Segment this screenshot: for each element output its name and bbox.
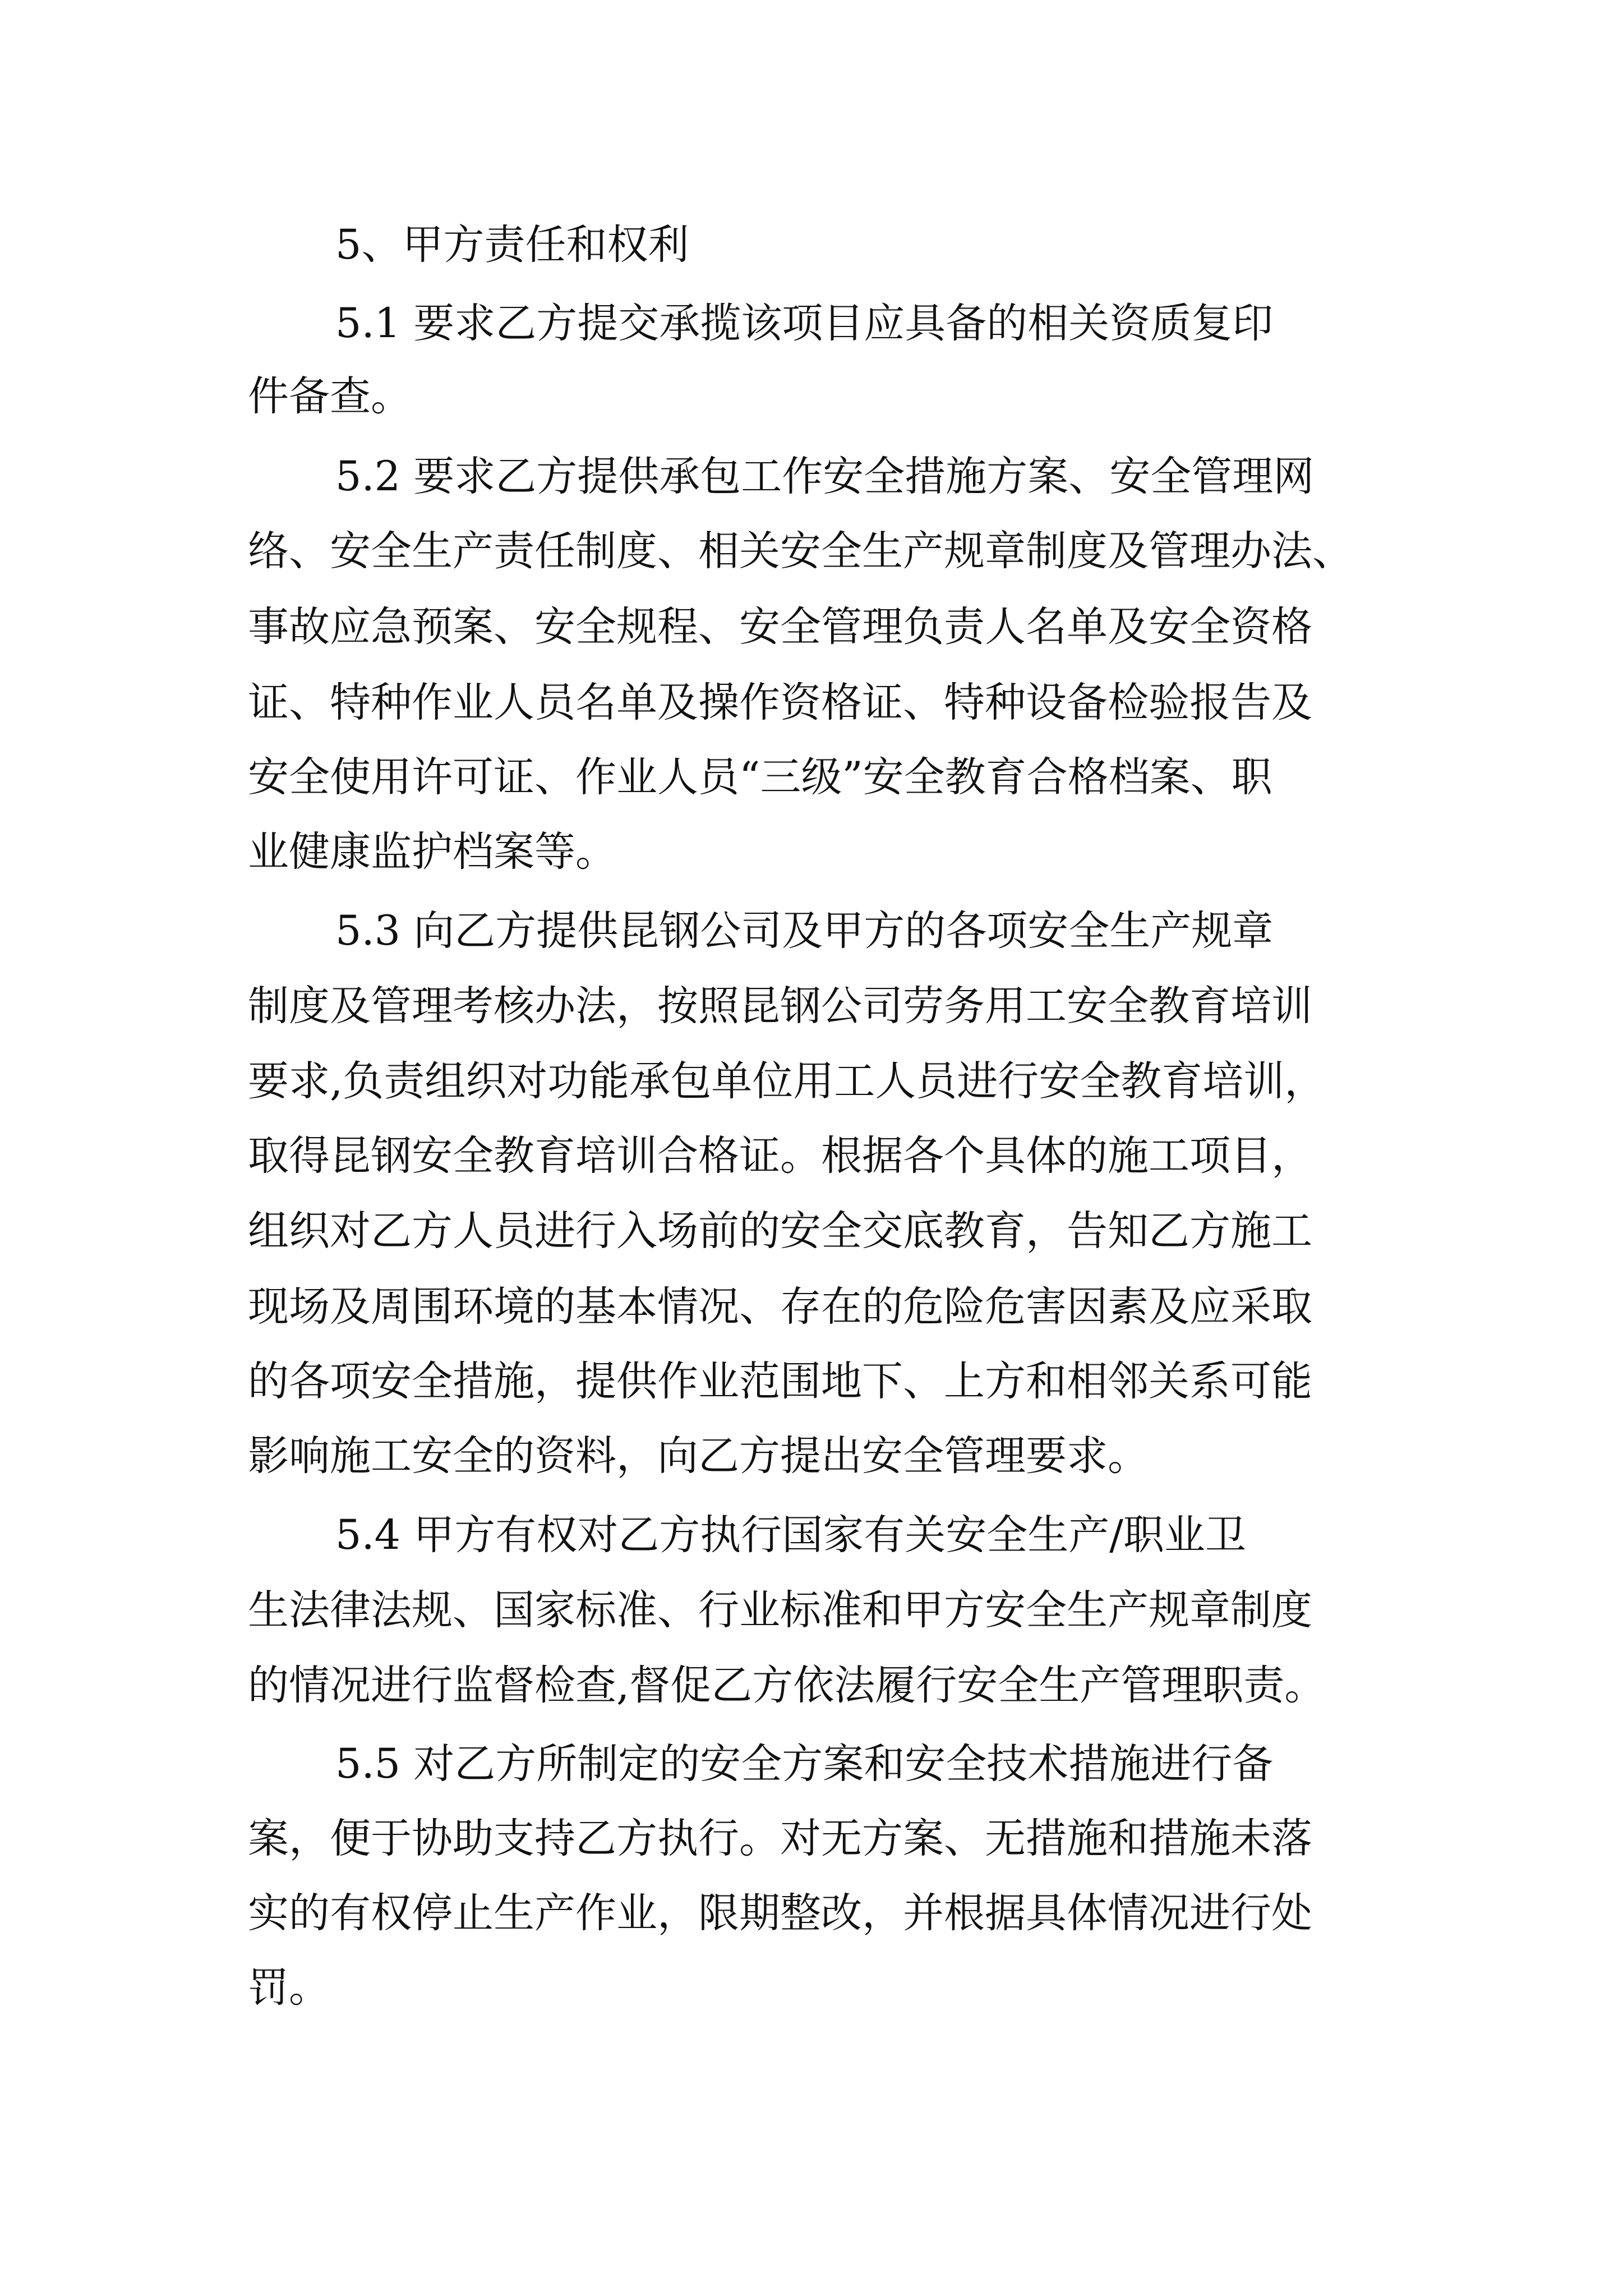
paragraph-line [0,821,1623,883]
text-line: 制度及管理考核办法，按照昆钢公司劳务用工安全教育培训 [248,982,1312,1030]
text-line: 络、安全生产责任制度、相关安全生产规章制度及管理办法、 [248,527,1353,575]
text-line: 现场及周围环境的基本情况、存在的危险危害因素及应采取 [248,1283,1312,1331]
text-line: 事故应急预案、安全规程、安全管理负责人名单及安全资格 [248,603,1312,651]
text-line: 安全使用许可证、作业人员“三级”安全教育合格档案、职 [248,753,1272,801]
text-line: 的各项安全措施，提供作业范围地下、上方和相邻关系可能 [248,1358,1312,1405]
paragraph-line [0,1200,1623,1262]
text-line: 5.2 要求乙方提供承包工作安全措施方案、安全管理网 [335,453,1315,500]
paragraph-line [0,1425,1623,1487]
paragraph-line [0,976,1623,1037]
paragraph-line [0,1733,1623,1795]
paragraph-line [0,1351,1623,1412]
text-line: 5.4 甲方有权对乙方执行国家有关安全生产/职业卫 [335,1511,1246,1559]
text-line: 业健康监护档案等。 [248,828,616,876]
text-line: 要求,负责组织对功能承包单位用工人员进行安全教育培训， [248,1057,1326,1105]
text-line: 5.5 对乙方所制定的安全方案和安全技术措施进行备 [335,1740,1274,1788]
text-line: 罚。 [248,1964,330,2012]
text-line: 取得昆钢安全教育培训合格证。根据各个具体的施工项目， [248,1132,1312,1180]
text-line: 生法律法规、国家标准、行业标准和甲方安全生产规章制度 [248,1586,1312,1634]
paragraph-line [0,521,1623,582]
text-line: 的情况进行监督检查,督促乙方依法履行安全生产管理职责。 [248,1662,1326,1709]
paragraph-line [0,1580,1623,1641]
text-line: 证、特种作业人员名单及操作资格证、特种设备检验报告及 [248,679,1312,726]
paragraph-line [0,1504,1623,1566]
paragraph-line [0,1655,1623,1717]
paragraph-line [0,1125,1623,1187]
paragraph-line [0,1051,1623,1112]
paragraph-line [0,1276,1623,1338]
paragraph-line [0,366,1623,427]
text-line: 5、甲方责任和权利 [335,221,689,269]
text-line: 案，便于协助支持乙方执行。对无方案、无措施和措施未落 [248,1815,1312,1862]
paragraph-line [0,293,1623,355]
text-line: 5.3 向乙方提供昆钢公司及甲方的各项安全生产规章 [335,907,1274,955]
paragraph-line [0,596,1623,658]
text-line: 件备查。 [248,372,412,420]
paragraph-line [0,900,1623,962]
paragraph-line [0,1883,1623,1944]
text-line: 5.1 要求乙方提交承揽该项目应具备的相关资质复印 [335,300,1274,347]
paragraph-line [0,1957,1623,2019]
paragraph-line [0,446,1623,508]
text-line: 组织对乙方人员进行入场前的安全交底教育，告知乙方施工 [248,1207,1312,1255]
paragraph-line [0,672,1623,734]
paragraph-line [0,1808,1623,1870]
heading-line [0,214,1623,276]
paragraph-line [0,747,1623,808]
text-line: 实的有权停止生产作业，限期整改，并根据具体情况进行处 [248,1889,1312,1937]
text-line: 影响施工安全的资料，向乙方提出安全管理要求。 [248,1432,1149,1480]
